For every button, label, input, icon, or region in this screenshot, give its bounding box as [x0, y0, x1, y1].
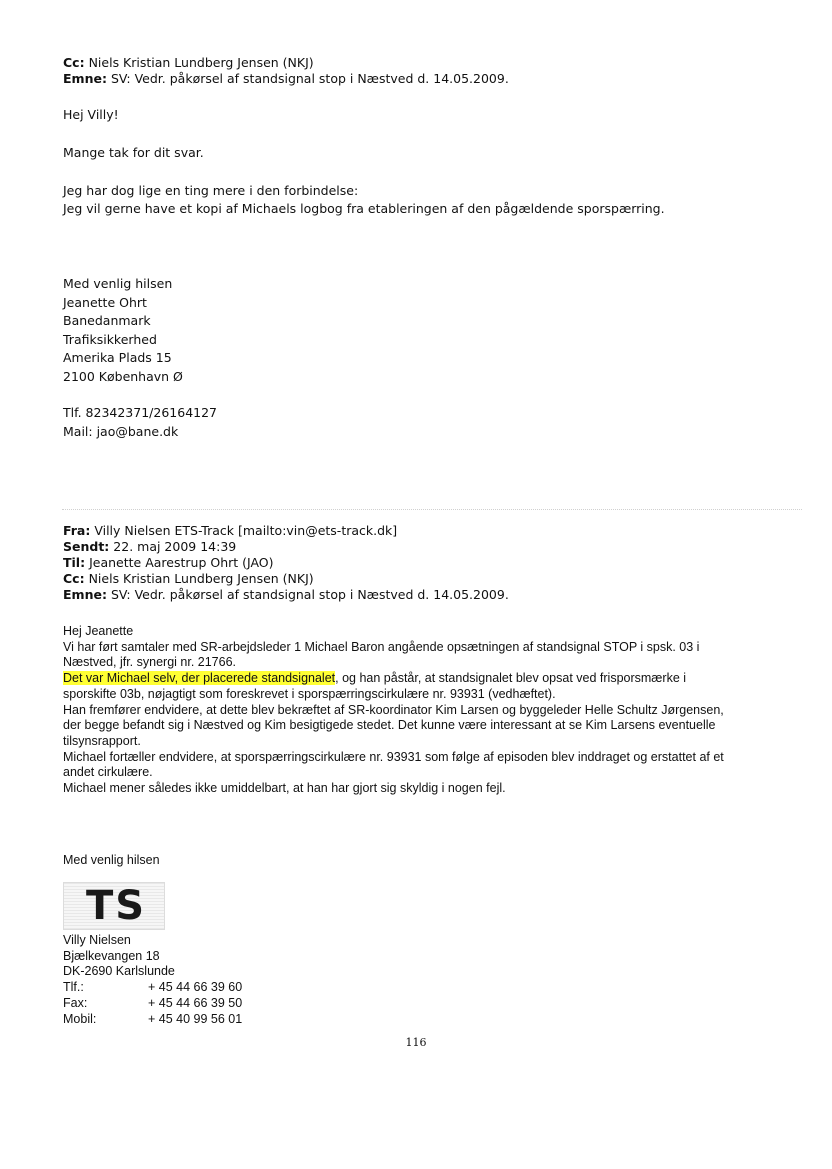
orig-signature: [63, 933, 242, 1027]
orig-cc-value: Niels Kristian Lundberg Jensen (NKJ): [88, 571, 314, 586]
orig-body: [63, 624, 724, 797]
orig-p2-line1: [63, 671, 724, 687]
orig-to-line: [63, 555, 509, 571]
reply-thanks: Mange tak for dit svar.: [63, 145, 204, 160]
orig-sender-street: Bjælkevangen 18: [63, 948, 160, 963]
highlighted-text: Det var Michael selv, der placerede standsignalet: [63, 671, 336, 686]
orig-mobil-label: Mobil:: [63, 1011, 97, 1026]
reply-closing: Med venlig hilsen: [63, 276, 173, 291]
orig-greeting: Hej Jeanette: [63, 624, 134, 638]
orig-from-value: Villy Nielsen ETS-Track [mailto:vin@ets-track.dk]: [94, 523, 398, 538]
orig-from-line: [63, 523, 509, 539]
reply-greeting: Hej Villy!: [63, 107, 119, 122]
orig-tlf-row: [63, 980, 242, 996]
orig-fax-row: [63, 996, 242, 1012]
reply-sender-phone: Tlf. 82342371/26164127: [63, 405, 218, 420]
orig-sender-city: DK-2690 Karlslunde: [63, 964, 175, 979]
reply-sender-street: Amerika Plads 15: [63, 350, 172, 365]
reply-sender-mail: Mail: jao@bane.dk: [63, 423, 179, 439]
orig-to-value: Jeanette Aarestrup Ohrt (JAO): [89, 555, 274, 570]
orig-p2-line2: sporskifte 03b, nøjagtigt som foreskrevet i sporspærringscirkulære nr. 93931 (vedhæftet).: [63, 686, 556, 701]
orig-subject-line: [63, 587, 509, 603]
orig-sender-name: Villy Nielsen: [63, 933, 131, 947]
reply-sender-dept: Trafiksikkerhed: [63, 331, 157, 347]
reply-contact: [63, 404, 217, 441]
reply-line-1: Jeg har dog lige en ting mere i den forbindelse:: [63, 183, 359, 198]
reply-sender-city: 2100 København Ø: [63, 368, 183, 384]
orig-tlf-value: + 45 44 66 39 60: [148, 980, 243, 995]
orig-mobil-value: + 45 40 99 56 01: [148, 1011, 243, 1026]
top-cc-line: [63, 55, 314, 71]
orig-mobil-row: [63, 1012, 242, 1028]
orig-sent-line: [63, 539, 509, 555]
orig-p4-line2: andet cirkulære.: [63, 765, 153, 780]
reply-sender-org: Banedanmark: [63, 313, 151, 328]
orig-p3-line1: Han fremfører endvidere, at dette blev bekræftet af SR-koordinator Kim Larsen og byggeleder Helle Schultz Jørgensen,: [63, 702, 724, 717]
top-subject-label: Emne:: [63, 71, 107, 86]
orig-p1-line2: Næstved, jfr. synergi nr. 21766.: [63, 655, 237, 670]
reply-line-2: Jeg vil gerne have et kopi af Michaels logbog fra etableringen af den pågældende sporspærring.: [63, 201, 665, 216]
page-number: 116: [405, 1036, 427, 1049]
orig-fax-label: Fax:: [63, 995, 88, 1010]
orig-subject-label: Emne:: [63, 587, 107, 602]
orig-tlf-label: Tlf.:: [63, 980, 84, 995]
orig-sent-label: Sendt:: [63, 539, 110, 554]
orig-from-label: Fra:: [63, 523, 91, 538]
ts-logo-text: TS: [86, 883, 147, 929]
orig-cc-label: Cc:: [63, 571, 85, 586]
separator-line: [62, 509, 802, 510]
top-subject-value: SV: Vedr. påkørsel af standsignal stop i Næstved d. 14.05.2009.: [110, 71, 509, 86]
top-subject-line: [63, 71, 509, 87]
orig-p1-line1: Vi har ført samtaler med SR-arbejdsleder 1 Michael Baron angående opsætningen af standsignal STOP i spsk. 03 i: [63, 639, 700, 654]
orig-closing: Med venlig hilsen: [63, 853, 160, 867]
orig-p4-line1: Michael fortæller endvidere, at sporspærringscirkulære nr. 93931 som følge af episoden blev inddraget og erstattet af et: [63, 749, 724, 764]
orig-header: [63, 523, 509, 603]
orig-to-label: Til:: [63, 555, 86, 570]
orig-p3-line2: der begge befandt sig i Næstved og Kim besigtigede stedet. Det kunne være interessant at se Kim Larsens eventuelle: [63, 718, 716, 733]
orig-fax-value: + 45 44 66 39 50: [148, 995, 243, 1010]
orig-subject-value: SV: Vedr. påkørsel af standsignal stop i Næstved d. 14.05.2009.: [110, 587, 509, 602]
orig-p3-line3: tilsynsrapport.: [63, 733, 141, 748]
orig-sent-value: 22. maj 2009 14:39: [113, 539, 237, 554]
top-cc-value: Niels Kristian Lundberg Jensen (NKJ): [88, 55, 314, 70]
orig-p2-rest: , og han påstår, at standsignalet blev opsat ved frisporsmærke i: [335, 671, 687, 686]
orig-cc-line: [63, 571, 509, 587]
orig-p5: Michael mener således ikke umiddelbart, at han har gjort sig skyldig i nogen fejl.: [63, 781, 506, 796]
ts-logo: [63, 882, 165, 930]
reply-signature: [63, 275, 183, 386]
reply-sender-name: Jeanette Ohrt: [63, 294, 147, 310]
top-cc-label: Cc:: [63, 55, 85, 70]
